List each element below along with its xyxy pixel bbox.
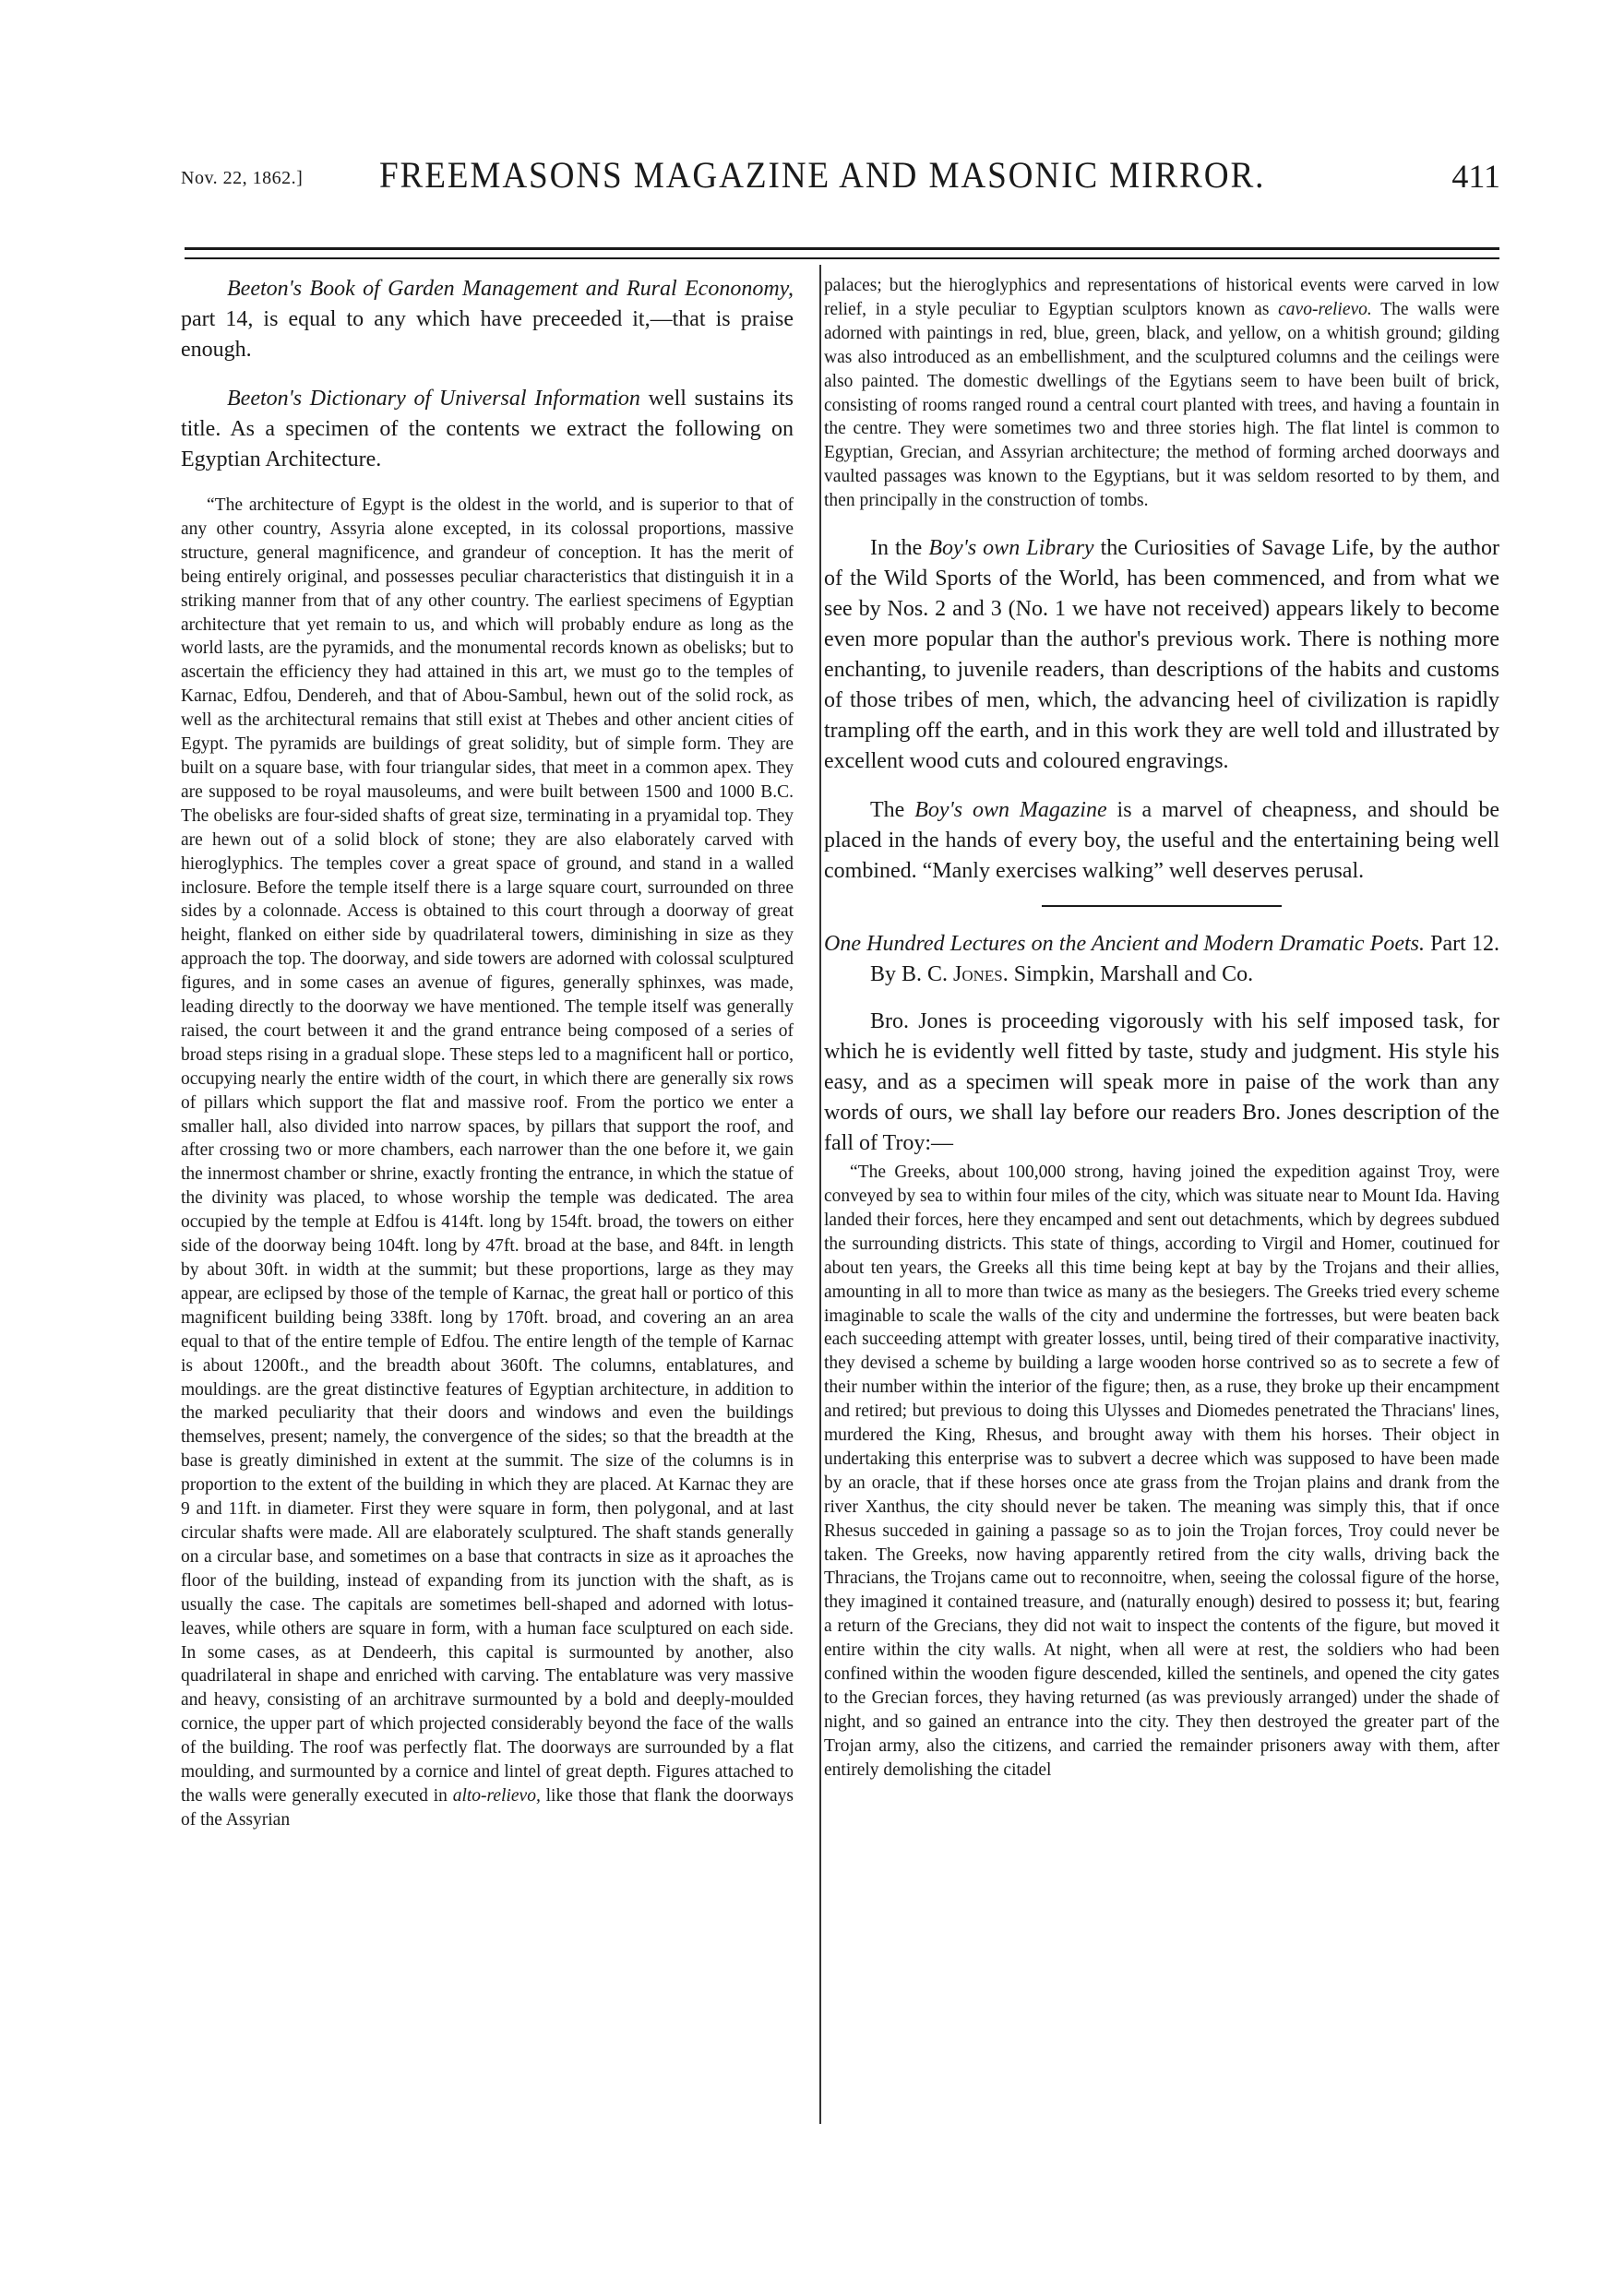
notice-garden-management (181, 274, 794, 365)
issue-date: Nov. 22, 1862.] (181, 168, 304, 188)
masthead-title: FREEMASONS MAGAZINE AND MASONIC MIRROR. (379, 154, 1266, 196)
review-heading (824, 929, 1499, 990)
notice-text: well sustains its title. As a specimen of the contents we extract the following on Egyptian Architecture. (181, 387, 794, 471)
column-divider (819, 265, 821, 2124)
extract-text: The walls were adorned with paintings in red, blue, green, black, and yellow, on a whitish ground; gilding was also introduced as an embellishment, and the sculptured columns and the ceilings were also painted. The domestic dwellings of the Egytians seem to have been built of brick, consisting of rooms ranged round a central court planted with trees, and having a fountain in the centre. They were sometimes two and three stories high. The flat lintel is common to Egyptian, Grecian, and Assyrian architecture; the method of forming arched doorways and vaulted passages was known to the Egyptians, but it was seldom resorted to by them, and then principally in the construction of tombs. (824, 299, 1499, 511)
header-rule-thick (185, 247, 1499, 250)
book-title: Beeton's Dictionary of Universal Information (227, 387, 640, 411)
troy-extract: “The Greeks, about 100,000 strong, having joined the expedition against Troy, were conveyed by sea to within four miles of the city, which was situate near to Mount Ida. Having landed their forces, here they encamped and sent out detachments, which by degrees subdued the surrounding districts. This state of things, according to Virgil and Homer, coutinued for about ten years, the Greeks all this time being kept at bay by the Trojans and their allies, amounting in all to more than twice as many as the besiegers. The Greeks tried every scheme imaginable to scale the walls of the city and undermine the fortresses, but were beaten back each succeeding attempt with greater losses, until, being tired of their comparative inactivity, they devised a scheme by building a large wooden horse contrived so as to secrete a few of their number within the interior of the figure; then, as a ruse, they broke up their encampment and retired; but previous to doing this Ulysses and Diomedes penetrated the Thracians' lines, murdered the King, Rhesus, and brought away with them his horses. Their object in undertaking this enterprise was to subvert a decree which was supposed to have been made by an oracle, that if these horses once ate grass from the Trojan plains and drank from the river Xanthus, the city should never be taken. The meaning was simply this, that if once Rhesus succeded in gaining a passage so as to join the Trojan forces, Troy could never be taken. The Greeks, now having apparently retired from the city walls, driving back the Thracians, the Trojans came out to reconnoitre, when, seeing the colossal figure of the horse, they imagined it contained treasure, and (naturally enough) desired to possess it; but, fearing a return of the Grecians, they did not wait to inspect the contents of the figure, but moved it entire within the city walls. At night, when all were at rest, the soldiers who had been confined within the wooden figure descended, killed the sentinels, and opened the city gates to the Grecian forces, they having returned (as was previously arranged) under the shade of night, and so gained an entrance into the city. They then destroyed the greater part of the Trojan army, also the citizens, and carried the remainder prisoners away with them, after entirely demolishing the citadel (824, 1163, 1499, 1780)
notice-text: is a marvel of cheapness, and should be placed in the hands of every boy, the useful and the entertaining being well combined. “Manly exercises walking” well deserves perusal. (824, 798, 1500, 884)
notice-boys-library (824, 533, 1499, 777)
review-part: Part 12. By B. C. (870, 932, 1499, 987)
notice-text: The (870, 798, 915, 823)
header-rule-thin (185, 257, 1499, 259)
book-title: One Hundred Lectures on the Ancient and Modern Dramatic Poets. (824, 932, 1426, 957)
extract-text: “The architecture of Egypt is the oldest in the world, and is superior to that of any other country, Assyria alone excepted, in its colossal proportions, massive structure, general magnificence, and grandeur of conception. It has the merit of being entirely original, and possesses peculiar characteristics that distinguish it in a striking manner from that of any other country. The earliest specimens of Egyptian architecture that yet remain to us, and which will probably endure as long as the world lasts, are the pyramids, and the monumental records known as obelisks; but to ascertain the efficiency they had attained in this art, we must go to the temples of Karnac, Edfou, Dendereh, and that of Abou-Sambul, hewn out of the solid rock, as well as the architectural remains that still exist at Thebes and other ancient cities of Egypt. The pyramids are buildings of great solidity, but of simple form. They are built on a square base, with four triangular sides, that meet in a common apex. They are supposed to be royal mausoleums, and were built between 1500 and 1000 (181, 495, 794, 802)
page-number: 411 (1451, 158, 1500, 195)
notice-text: part 14, is equal to any which have preceeded it,—that is praise enough. (181, 307, 794, 362)
egyptian-architecture-extract-cont (824, 274, 1499, 513)
extract-text: The obelisks are four-sided shafts of great size, terminating in a pryamidal top. They are hewn out of a solid block of stone; they are also elaborately carved with hieroglyphics. The temples cover a great space of ground, and stand in a walled inclosure. Before the temple itself there is a large square court, surrounded on three sides by a colonnade. Access is obtained to this court through a doorway of great height, flanked on either side by quadrilateral towers, diminishing in size as they approach the top. The doorway, and side towers are adorned with colossal sculptured figures, and in some cases an avenue of figures, generally sphinxes, was made, leading directly to the doorway we have mentioned. The temple itself was generally raised, the court between it and the grand entrance being composed of a series of broad steps rising in a gradual slope. These steps led to a magnificent hall or portico, occupying nearly the entire width of the court, in which there are generally six rows of pillars which support the flat and massive roof. From the portico we enter a smaller hall, also divided into narrow spaces, by pillars that support the roof, and after crossing two or more chambers, each narrower than the one before it, we gain the innermost chamber or shrine, exactly fronting the entrance, in which the statue of the divinity was placed, to whose worship the temple was dedicated. The area occupied by the temple at Edfou is 414ft. long by 154ft. broad, the towers on either side of the doorway being 104ft. long by 47ft. broad at the base, and 84ft. in length by about 30ft. in width at the summit; but these proportions, large as they may appear, are eclipsed by those of the temple of Karnac, the great hall or portico of this magnificent building being 338ft. long by 170ft. broad, and covering an an area equal to that of the entire temple of Edfou. The entire length of the temple of Karnac is about 1200ft., and the breadth about 360ft. The columns, entablatures, and mouldings. are the great distinctive features of Egyptian architecture, in addition to the marked peculiarity that their doors and windows and even the buildings themselves, present; namely, the convergence of the sides; so that the breadth at the base is greatly diminished in extent at the summit. The size of the columns is in proportion to the extent of the building in which they are placed. At Karnac they are 9 and 11ft. in diameter. First they were square in form, then polygonal, and at last circular shafts were made. All are elaborately sculptured. The shaft stands generally on a circular base, and sometimes on a base that contracts in size as it aproaches the floor of the building, instead of expanding from its junction with the shaft, as is usually the case. The capitals are sometimes bell-shaped and adorned with lotus-leaves, while others are square in form, with a human face sculptured on each side. In some cases, as at Dendeerh, this capital is surmounted by another, also quadrilateral in shape and enriched with carving. The entablature was very massive and heavy, consisting of an architrave surmounted by a bold and deeply-moulded cornice, the upper part of which projected considerably beyond the face of the walls of the building. The roof was perfectly flat. The doorways are surrounded by a flat moulding, and surmounted by a cornice and lintel of great depth. Figures attached to the walls were generally executed in (181, 805, 794, 1806)
extract-era: B.C. (760, 781, 794, 802)
extract-term: alto-relievo, (452, 1785, 541, 1806)
review-body: Bro. Jones is proceeding vigorously with his self imposed task, for which he is evidently well fitted by taste, study and judgment. His style his easy, and as a specimen will speak more in paise of the work than any words of ours, we shall lay before our readers Bro. Jones description of the fall of Troy:— (824, 1009, 1499, 1156)
left-column (181, 274, 794, 1832)
page-header (181, 148, 1500, 203)
book-title: Beeton's Book of Garden Management and Rural Econonomy, (227, 277, 794, 301)
notice-dictionary (181, 384, 794, 475)
notice-text: the Curiosities of Savage Life, by the author of the Wild Sports of the World, has been commenced, and from what we see by Nos. 2 and 3 (No. 1 we have not received) appears likely to become even more popular than the author's previous work. There is nothing more enchanting, to juvenile readers, than descriptions of the habits and customs of those tribes of men, which, the advancing heel of civilization is rapidly trampling off the earth, and in this work they are well told and illustrated by excellent wood cuts and coloured engravings. (824, 536, 1500, 774)
section-divider (1042, 905, 1282, 907)
book-title: Boy's own Library (928, 536, 1094, 561)
extract-term: cavo-relievo. (1278, 299, 1372, 319)
notice-text: In the (870, 536, 929, 561)
egyptian-architecture-extract (181, 494, 794, 1832)
extract-text: palaces; but the hieroglyphics and representations of historical events were carved in low relief, in a style peculiar to Egyptian sculptors known as (824, 276, 1499, 319)
review-author: Jones. (953, 962, 1009, 987)
notice-boys-magazine (824, 795, 1499, 887)
review-publisher: Simpkin, Marshall and Co. (1008, 962, 1254, 987)
extract-text: like those that flank the doorways of the Assyrian (181, 1785, 794, 1830)
book-title: Boy's own Magazine (914, 798, 1107, 823)
right-column (824, 274, 1499, 1783)
